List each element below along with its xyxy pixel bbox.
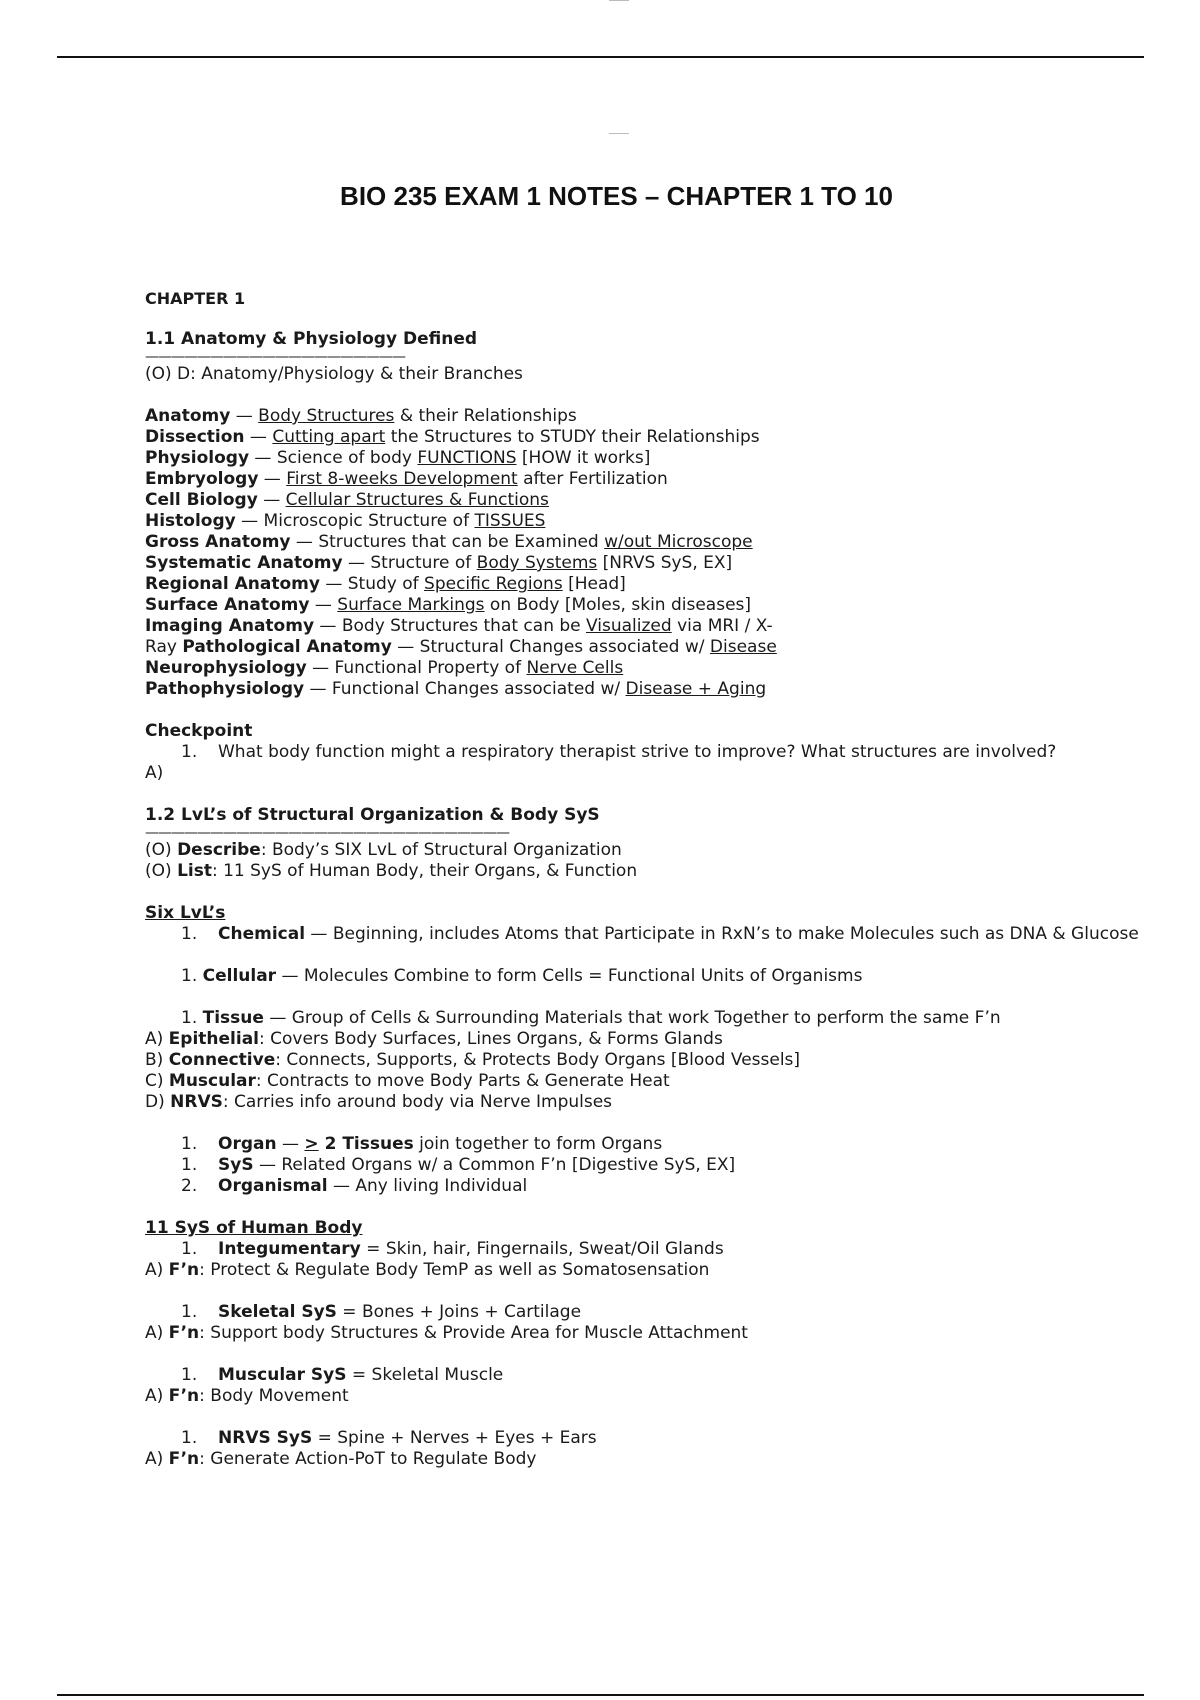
tissue-connective: B) Connective: Connects, Supports, & Protects Body Organs [Blood Vessels]	[145, 1050, 801, 1070]
system-function: A) F’n: Protect & Regulate Body TemP as well as Somatosensation	[145, 1260, 710, 1280]
objective-line: (O) D: Anatomy/Physiology & their Branches	[145, 364, 523, 384]
def-surface-anatomy: Surface Anatomy — Surface Markings on Body [Moles, skin diseases]	[145, 595, 752, 615]
checkpoint-answer: A)	[145, 763, 164, 783]
level-tissue: 1. Tissue — Group of Cells & Surrounding Materials that work Together to perform the same F’n	[181, 1008, 1001, 1028]
tissue-nrvs: D) NRVS: Carries info around body via Nerve Impulses	[145, 1092, 613, 1112]
def-physiology: Physiology — Science of body FUNCTIONS [HOW it works]	[145, 448, 651, 468]
checkpoint-question: 1. What body function might a respiratory therapist strive to improve? What structures are involved?	[181, 742, 1057, 762]
system-function: A) F’n: Generate Action-PoT to Regulate Body	[145, 1449, 537, 1469]
section-separator: ————————————————————————————	[145, 825, 509, 841]
system-function: A) F’n: Body Movement	[145, 1386, 349, 1406]
def-anatomy: Anatomy — Body Structures & their Relationships	[145, 406, 577, 426]
top-rule	[57, 56, 1144, 58]
definition-list	[145, 406, 1145, 700]
def-cell-biology: Cell Biology — Cellular Structures & Functions	[145, 490, 549, 510]
def-gross-anatomy: Gross Anatomy — Structures that can be Examined w/out Microscope	[145, 532, 753, 552]
tissue-muscular: C) Muscular: Contracts to move Body Parts & Generate Heat	[145, 1071, 670, 1091]
system-nrvs: 1. NRVS SyS = Spine + Nerves + Eyes + Ears	[181, 1428, 597, 1448]
objective-list: (O) List: 11 SyS of Human Body, their Organs, & Function	[145, 861, 638, 881]
def-dissection: Dissection — Cutting apart the Structures to STUDY their Relationships	[145, 427, 760, 447]
eleven-systems-heading: 11 SyS of Human Body	[145, 1218, 363, 1238]
checkpoint-heading: Checkpoint	[145, 721, 253, 741]
def-imaging-anatomy: Imaging Anatomy — Body Structures that can be Visualized via MRI / X-	[145, 616, 773, 636]
def-pathophysiology: Pathophysiology — Functional Changes associated w/ Disease + Aging	[145, 679, 767, 699]
def-histology: Histology — Microscopic Structure of TISSUES	[145, 511, 546, 531]
objective-describe: (O) Describe: Body’s SIX LvL of Structural Organization	[145, 840, 622, 860]
def-neurophysiology: Neurophysiology — Functional Property of Nerve Cells	[145, 658, 624, 678]
def-pathological-anatomy: Ray Pathological Anatomy — Structural Changes associated w/ Disease	[145, 637, 777, 657]
six-levels-heading: Six LvL’s	[145, 903, 226, 923]
system-function: A) F’n: Support body Structures & Provide Area for Muscle Attachment	[145, 1323, 748, 1343]
system-skeletal: 1. Skeletal SyS = Bones + Joins + Cartilage	[181, 1302, 582, 1322]
section-separator: ————————————————————	[145, 349, 405, 365]
notes-body	[145, 288, 1145, 1470]
level-organismal: 2. Organismal — Any living Individual	[181, 1176, 528, 1196]
level-cellular: 1. Cellular — Molecules Combine to form Cells = Functional Units of Organisms	[181, 966, 863, 986]
def-systematic-anatomy: Systematic Anatomy — Structure of Body Systems [NRVS SyS, EX]	[145, 553, 733, 573]
level-organ: 1. Organ — > 2 Tissues join together to form Organs	[181, 1134, 663, 1154]
system-integumentary: 1. Integumentary = Skin, hair, Fingernails, Sweat/Oil Glands	[181, 1239, 724, 1259]
def-regional-anatomy: Regional Anatomy — Study of Specific Regions [Head]	[145, 574, 626, 594]
bottom-rule	[57, 1694, 1144, 1696]
section-heading-1-2: 1.2 LvL’s of Structural Organization & Body SyS	[145, 805, 600, 825]
level-sys: 1. SyS — Related Organs w/ a Common F’n [Digestive SyS, EX]	[181, 1155, 736, 1175]
header-dash-mark	[609, 133, 629, 134]
tissue-epithelial: A) Epithelial: Covers Body Surfaces, Lines Organs, & Forms Glands	[145, 1029, 723, 1049]
def-embryology: Embryology — First 8-weeks Development after Fertilization	[145, 469, 668, 489]
section-heading-1-1: 1.1 Anatomy & Physiology Defined	[145, 329, 478, 349]
level-chemical: 1. Chemical — Beginning, includes Atoms that Participate in RxN’s to make Molecules such as DNA & Glucose	[181, 924, 1139, 944]
top-dash-mark	[609, 0, 629, 1]
chapter-heading: CHAPTER 1	[145, 289, 246, 308]
page-title: BIO 235 EXAM 1 NOTES – CHAPTER 1 TO 10	[340, 181, 893, 211]
system-muscular: 1. Muscular SyS = Skeletal Muscle	[181, 1365, 504, 1385]
